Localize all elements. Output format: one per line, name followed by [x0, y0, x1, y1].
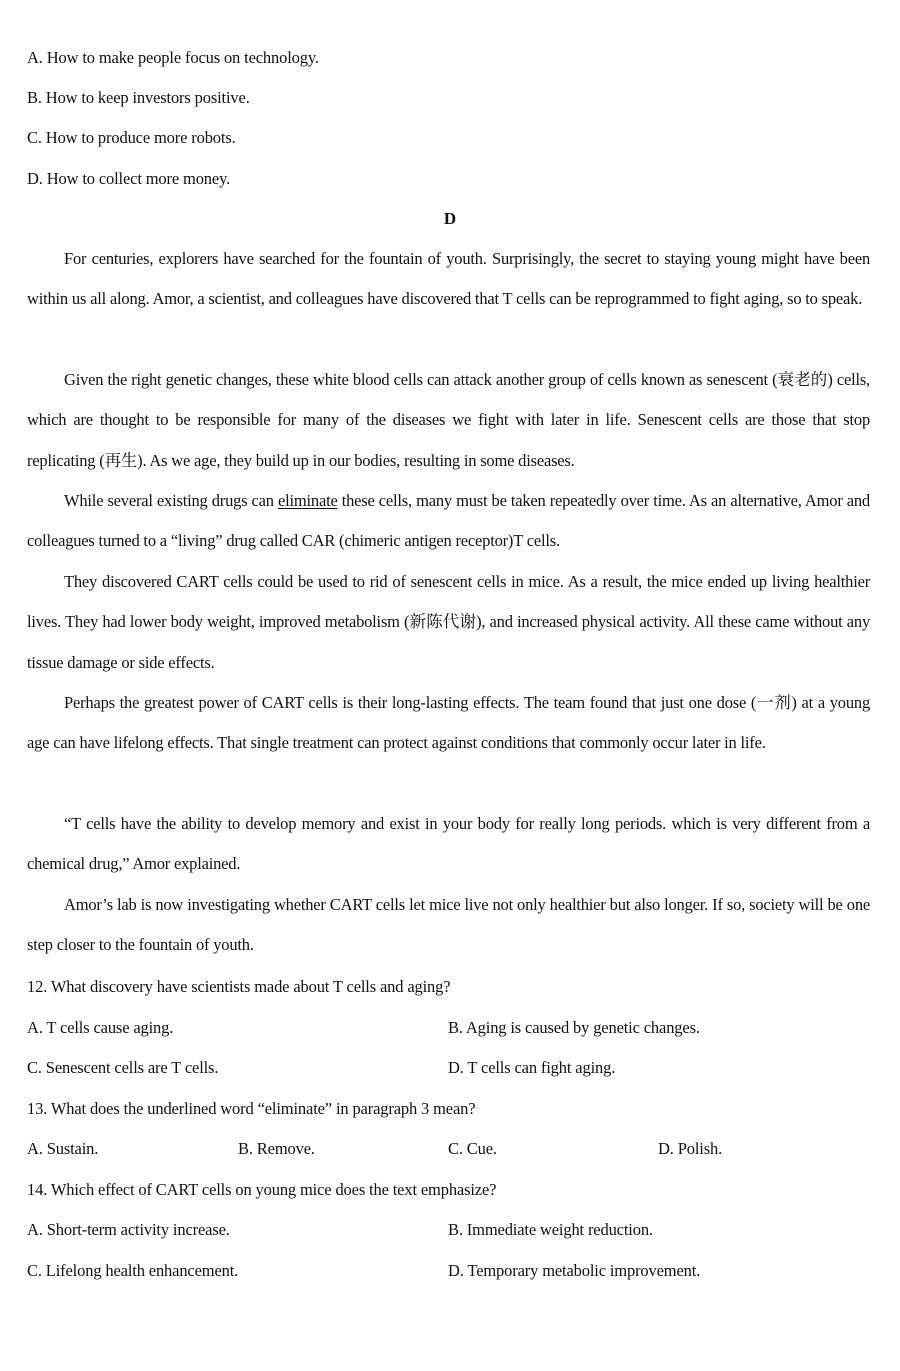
prev-option-a: A. How to make people focus on technology.	[27, 48, 319, 67]
prev-option-d: D. How to collect more money.	[27, 169, 231, 188]
paragraph-3-after: these cells, many must be taken repeatedly over time. As an alternative, Amor and colleagues turned to a “living” drug called CAR (chimeric antigen receptor)T cells.	[27, 491, 870, 551]
question-13-option-a: A. Sustain.	[27, 1139, 99, 1158]
paragraph-1: For centuries, explorers have searched for the fountain of youth. Surprisingly, the secret to staying young might have been within us all along. Amor, a scientist, and colleagues have discovered that T cells can be reprogrammed to fight aging, so to speak.	[27, 249, 870, 309]
question-13-option-b: B. Remove.	[238, 1139, 315, 1158]
question-12-option-b: B. Aging is caused by genetic changes.	[448, 1018, 700, 1037]
question-14-option-c: C. Lifelong health enhancement.	[27, 1261, 239, 1280]
question-14-stem: 14. Which effect of CART cells on young mice does the text emphasize?	[27, 1180, 497, 1199]
paragraph-4: They discovered CART cells could be used to rid of senescent cells in mice. As a result, the mice ended up living healthier lives. They had lower body weight, improved metabolism (新陈代谢), and increased physical activity. All these came without any tissue damage or side effects.	[27, 572, 870, 672]
paragraph-2: Given the right genetic changes, these white blood cells can attack another group of cells known as senescent (衰老的) cells, which are thought to be responsible for many of the diseases we fight with later in life. Senescent cells are those that stop replicating (再生). As we age, they build up in our bodies, resulting in some diseases.	[27, 370, 870, 470]
question-12-stem: 12. What discovery have scientists made about T cells and aging?	[27, 977, 451, 996]
paragraph-6: “T cells have the ability to develop memory and exist in your body for really long periods. which is very different from a chemical drug,” Amor explained.	[27, 814, 870, 874]
paragraph-7: Amor’s lab is now investigating whether CART cells let mice live not only healthier but also longer. If so, society will be one step closer to the fountain of youth.	[27, 895, 870, 955]
question-13-stem: 13. What does the underlined word “eliminate” in paragraph 3 mean?	[27, 1099, 476, 1118]
question-13-option-c: C. Cue.	[448, 1139, 497, 1158]
question-14-option-d: D. Temporary metabolic improvement.	[448, 1261, 701, 1280]
question-14-option-b: B. Immediate weight reduction.	[448, 1220, 653, 1239]
paragraph-3	[27, 481, 870, 562]
prev-option-c: C. How to produce more robots.	[27, 128, 236, 147]
paragraph-5: Perhaps the greatest power of CART cells is their long-lasting effects. The team found that just one dose (一剂) at a young age can have lifelong effects. That single treatment can protect against conditions that commonly occur later in life.	[27, 693, 870, 753]
question-12-option-c: C. Senescent cells are T cells.	[27, 1058, 219, 1077]
question-12-option-a: A. T cells cause aging.	[27, 1018, 174, 1037]
question-13-option-d: D. Polish.	[658, 1139, 723, 1158]
section-heading: D	[443, 209, 457, 228]
underlined-word-eliminate: eliminate	[277, 491, 338, 510]
prev-option-b: B. How to keep investors positive.	[27, 88, 250, 107]
question-12-option-d: D. T cells can fight aging.	[448, 1058, 616, 1077]
paragraph-3-before: While several existing drugs can	[64, 491, 278, 510]
question-14-option-a: A. Short-term activity increase.	[27, 1220, 230, 1239]
